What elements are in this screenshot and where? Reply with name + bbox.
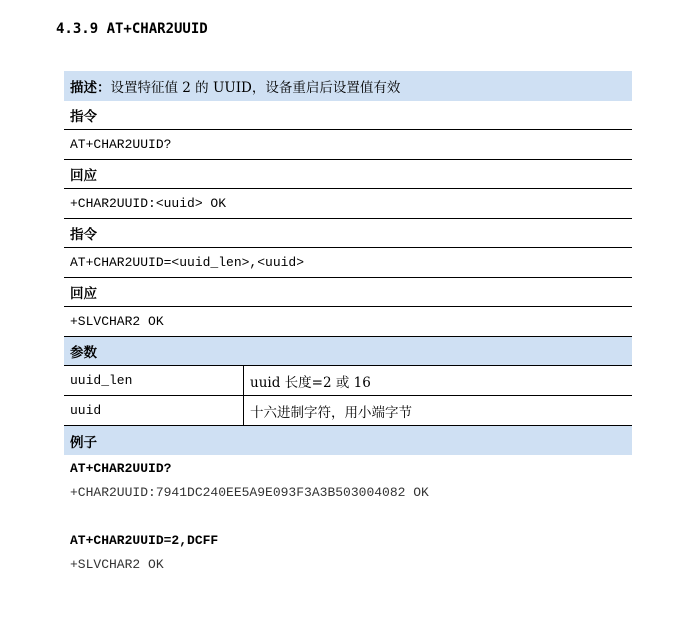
command-2-text: AT+CHAR2UUID=<uuid_len>,<uuid> — [70, 255, 305, 270]
example-command-2: AT+CHAR2UUID=2,DCFF — [70, 533, 219, 548]
response-label-1-text: 回应 — [70, 168, 97, 184]
command-label-1 — [64, 101, 632, 130]
description-row — [64, 71, 632, 101]
param-row — [64, 396, 632, 426]
params-label: 参数 — [70, 345, 97, 361]
example-response-1: +CHAR2UUID:7941DC240EE5A9E093F3A3B503004082 OK — [70, 485, 429, 500]
response-label-2 — [64, 278, 632, 307]
response-1-text: +CHAR2UUID:<uuid> OK — [70, 196, 227, 211]
command-label-2-text: 指令 — [70, 227, 97, 243]
param-value: uuid 长度=2 或 16 — [250, 374, 371, 391]
response-2-text: +SLVCHAR2 OK — [70, 314, 164, 329]
command-label-1-text: 指令 — [70, 109, 97, 125]
command-row-1 — [64, 130, 632, 160]
command-row-2 — [64, 248, 632, 278]
response-row-1 — [64, 189, 632, 219]
description-label: 描述： — [70, 80, 111, 96]
example-label: 例子 — [70, 434, 97, 451]
response-label-1 — [64, 160, 632, 189]
description-text: 设置特征值 2 的 UUID，设备重启后设置值有效 — [110, 80, 401, 96]
command-1-text: AT+CHAR2UUID? — [70, 137, 172, 152]
params-label-row — [64, 337, 632, 366]
param-value: 十六进制字符，用小端字节 — [250, 404, 412, 421]
command-table — [64, 71, 632, 455]
command-label-2 — [64, 219, 632, 248]
param-name: uuid — [64, 396, 244, 425]
example-command-1: AT+CHAR2UUID? — [70, 461, 172, 476]
param-row — [64, 366, 632, 396]
param-name: uuid_len — [64, 366, 244, 395]
response-label-2-text: 回应 — [70, 286, 97, 302]
example-response-2: +SLVCHAR2 OK — [70, 557, 164, 572]
section-heading: 4.3.9 AT+CHAR2UUID — [56, 21, 208, 37]
example-label-row — [64, 426, 632, 455]
response-row-2 — [64, 307, 632, 337]
